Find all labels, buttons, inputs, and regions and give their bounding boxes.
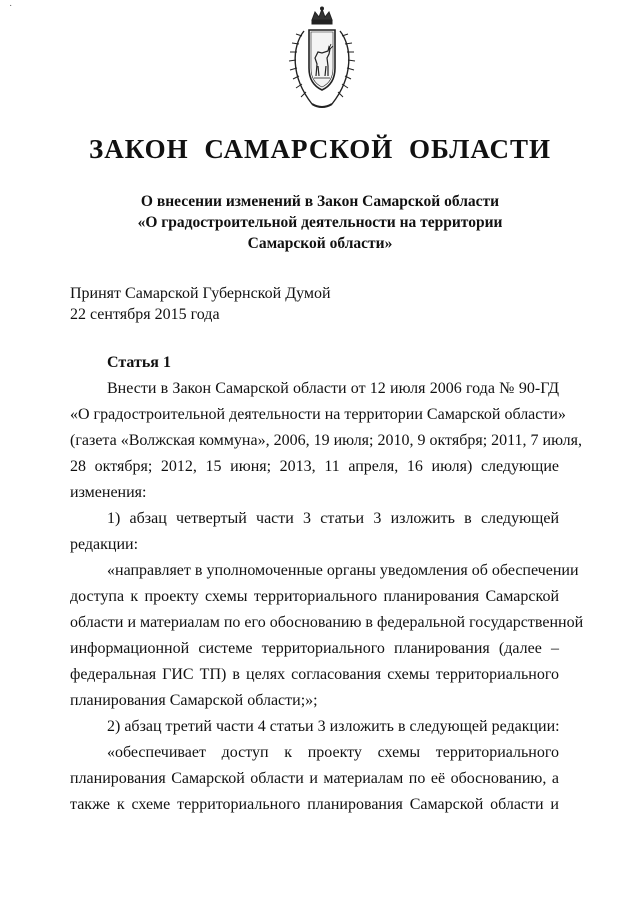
adoption-date: 22 сентября 2015 года: [70, 306, 220, 323]
law-subtitle: [0, 191, 640, 254]
law-title: ЗАКОН САМАРСКОЙ ОБЛАСТИ: [89, 134, 551, 164]
text-line: федеральная ГИС ТП) в целях согласования схемы территориального: [70, 666, 559, 683]
text-line: планирования Самарской области и материалам по её обоснованию, а: [70, 770, 559, 787]
text-line: редакции:: [70, 536, 139, 553]
item-1-paragraph: [70, 506, 559, 558]
text-line: 1) абзац четвертый части 3 статьи 3 изложить в следующей: [107, 510, 559, 527]
text-line: планирования Самарской области;»;: [70, 692, 318, 709]
article-intro-paragraph: [70, 376, 582, 506]
subtitle-line: «О градостроительной деятельности на территории: [137, 214, 503, 231]
text-line: (газета «Волжская коммуна», 2006, 19 июля; 2010, 9 октября; 2011, 7 июля,: [70, 432, 582, 449]
subtitle-line: О внесении изменений в Закон Самарской области: [140, 193, 500, 210]
text-line: Внести в Закон Самарской области от 12 июля 2006 года № 90-ГД: [107, 380, 559, 397]
article-heading: Статья 1: [107, 354, 171, 371]
subtitle-line: Самарской области»: [247, 235, 393, 252]
text-line: «обеспечивает доступ к проекту схемы территориального: [107, 744, 559, 761]
adoption-info: [70, 283, 331, 325]
text-line: 2) абзац третий части 4 статьи 3 изложить в следующей редакции:: [107, 718, 560, 735]
text-line: «О градостроительной деятельности на территории Самарской области»: [70, 406, 566, 423]
adopted-by: Принят Самарской Губернской Думой: [70, 285, 331, 302]
coat-of-arms-emblem: [282, 6, 362, 116]
article-body: [70, 376, 584, 818]
item-2-paragraph: [70, 714, 559, 740]
corner-mark: ˙: [9, 4, 13, 15]
quote-1-paragraph: [70, 558, 584, 714]
text-line: «направляет в уполномоченные органы уведомления об обеспечении: [107, 562, 579, 579]
quote-2-paragraph: [70, 740, 559, 818]
text-line: также к схеме территориального планирования Самарской области и: [70, 796, 559, 813]
text-line: 28 октября; 2012, 15 июня; 2013, 11 апреля, 16 июля) следующие: [70, 458, 559, 475]
text-line: доступа к проекту схемы территориального планирования Самарской: [70, 588, 559, 605]
text-line: информационной системе территориального планирования (далее –: [70, 640, 559, 657]
text-line: области и материалам по его обоснованию в федеральной государственной: [70, 614, 584, 631]
text-line: изменения:: [70, 484, 147, 501]
